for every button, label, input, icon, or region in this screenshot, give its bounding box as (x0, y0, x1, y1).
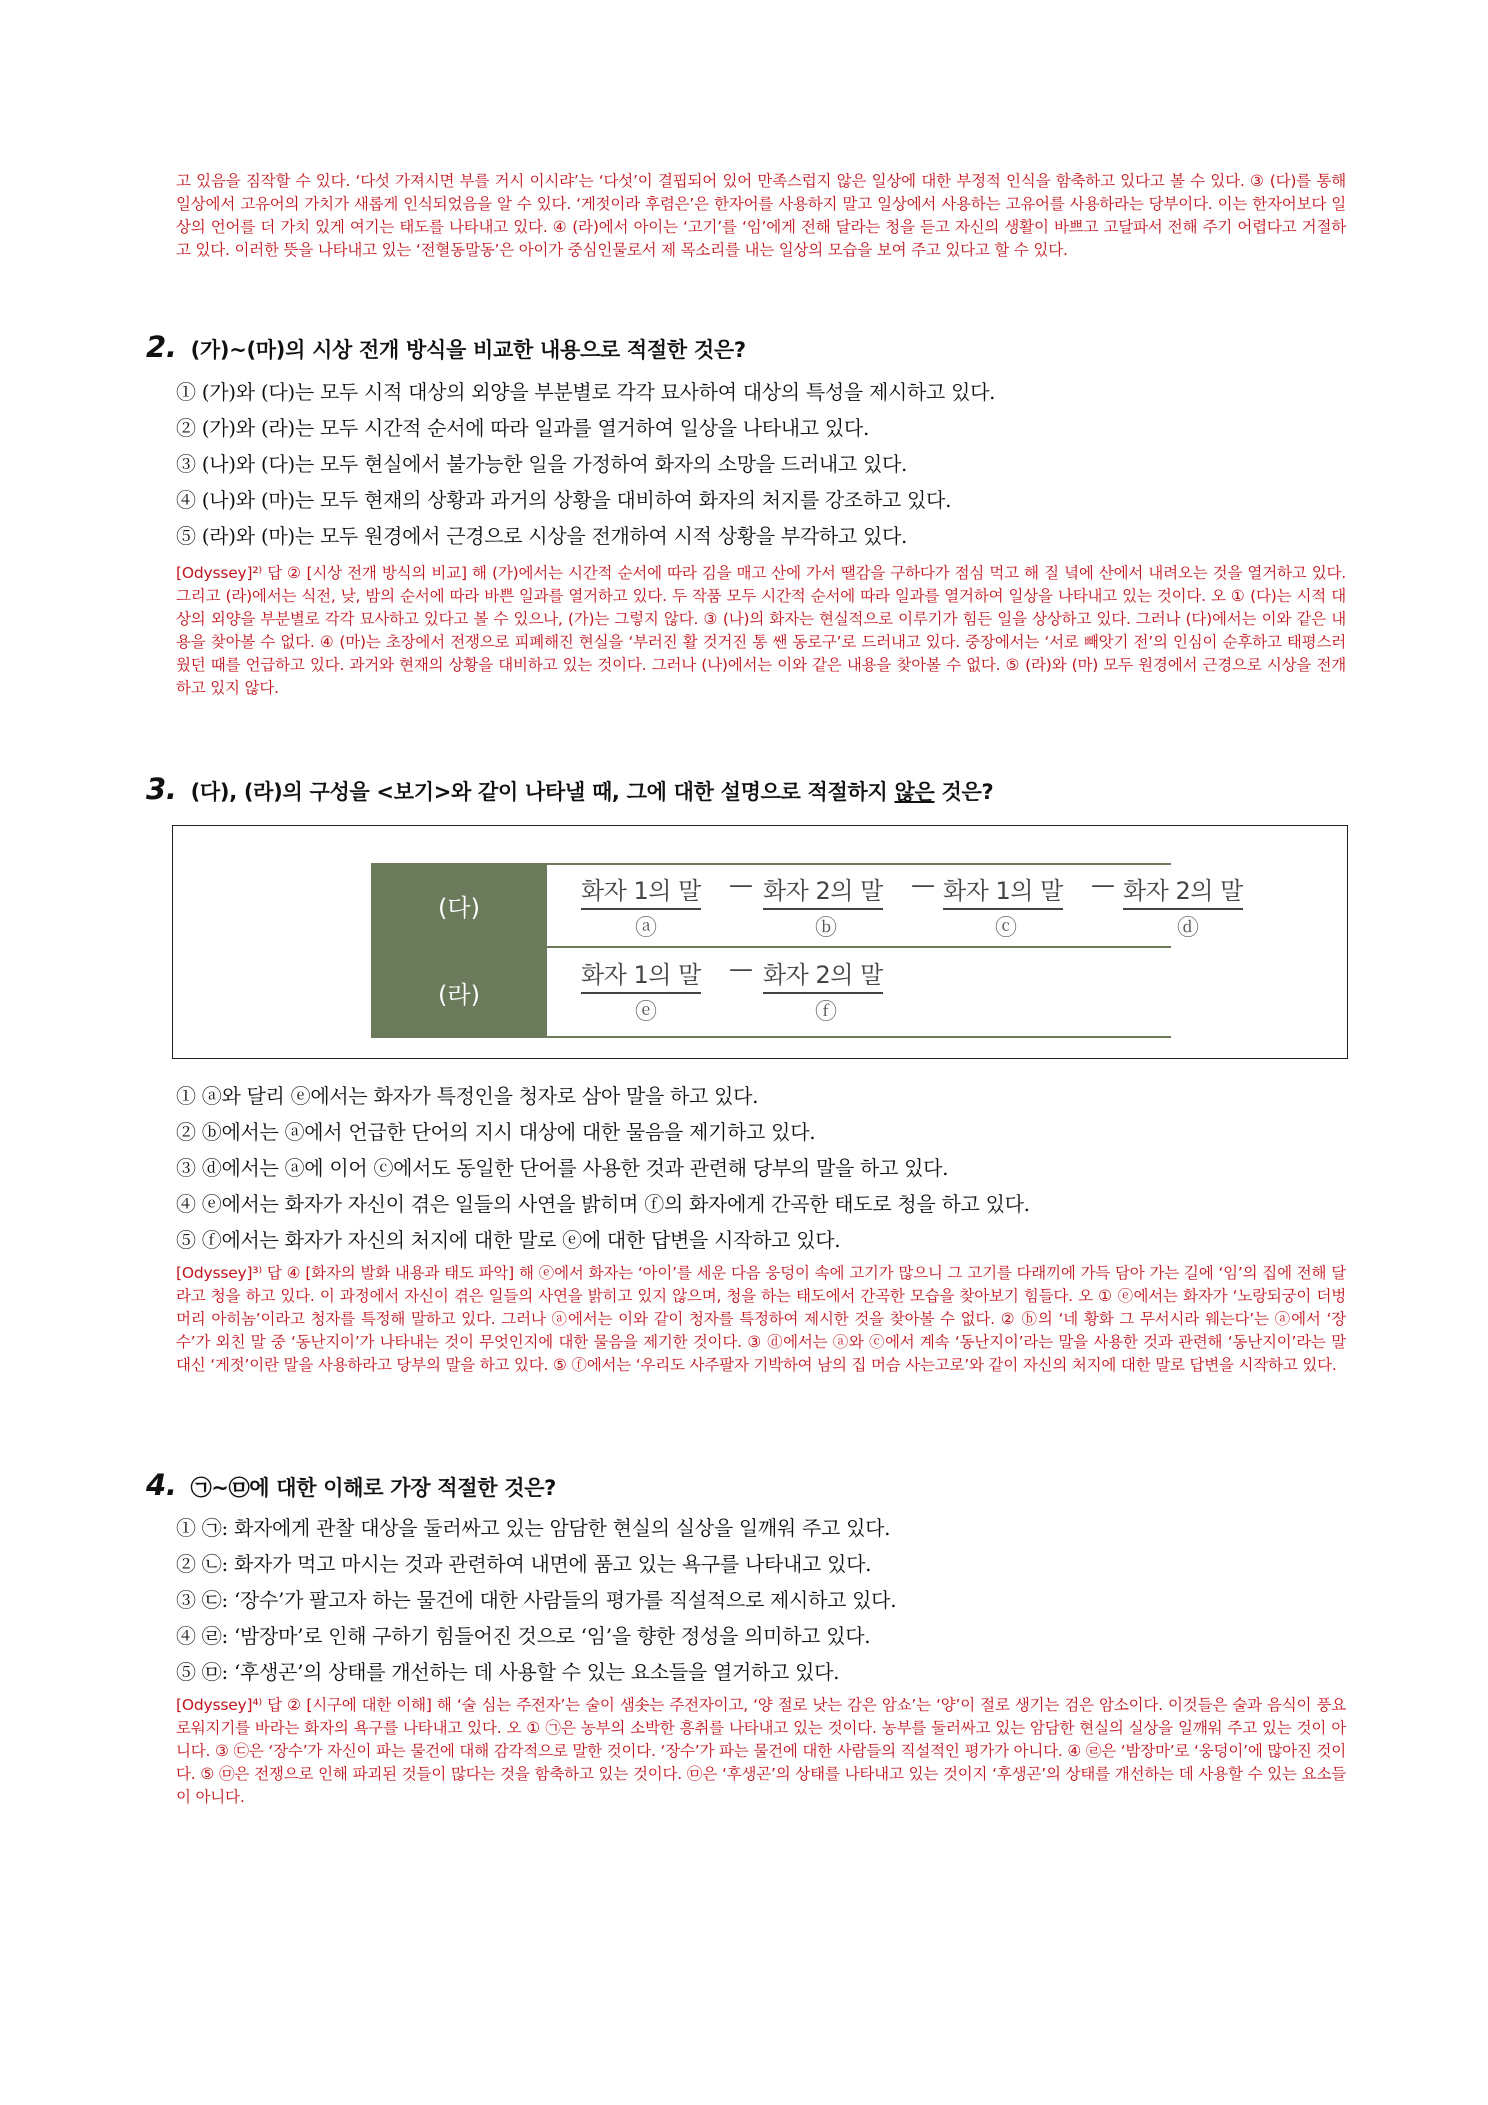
option-1[interactable]: ① (가)와 (다)는 모두 시적 대상의 외양을 부분별로 각각 묘사하여 대상의 특성을 제시하고 있다. (176, 380, 996, 404)
option-2[interactable]: ② ⓑ에서는 ⓐ에서 언급한 단어의 지시 대상에 대한 물음을 제기하고 있다. (176, 1120, 816, 1144)
speaker-segment: 화자 1의 말 (943, 871, 1063, 910)
explanation-continued: 고 있음을 짐작할 수 있다. ‘다섯 가져시면 부를 거시 이시랴’는 ‘다섯’이 결핍되어 있어 만족스럽지 않은 일상에 대한 부정적 인식을 함축하고 있다고 볼 수 있다. ③ (다)를 통해 일상에서 고유어의 가치가 새롭게 인식되었음을 알 수 있다. ‘게젓이라 후렴은’은 한자어를 사용하지 말고 일상에서 사용하는 고유어를 사용하라는 당부이다. 이는 한자어보다 일상의 언어를 더 가치 있게 여기는 태도를 나타내고 있다. ④ (라)에서 아이는 ‘고기’를 ‘임’에게 전해 달라는 청을 듣고 자신의 생활이 바쁘고 고달파서 전해 주기 어렵다고 거절하고 있다. 이러한 뜻을 나타내고 있는 ‘전혈동말동’은 아이가 중심인물로서 제 목소리를 내는 일상의 모습을 보여 주고 있다고 할 수 있다. (176, 172, 1346, 259)
marker-b: ⓑ (814, 916, 837, 941)
speaker-segment: 화자 1의 말 (581, 871, 701, 910)
question-4-options (176, 1510, 1346, 1690)
marker-f: ⓕ (814, 1000, 837, 1025)
option-3[interactable]: ③ ㉢: ‘장수’가 팔고자 하는 물건에 대한 사람들의 평가를 직설적으로 제시하고 있다. (176, 1588, 897, 1612)
option-5[interactable]: ⑤ ⓕ에서는 화자가 자신의 처지에 대한 말로 ⓔ에 대한 답변을 시작하고 있다. (176, 1228, 841, 1252)
question-2-explanation: [Odyssey]²⁾ 답 ② [시상 전개 방식의 비교] 해 (가)에서는 시간적 순서에 따라 김을 매고 산에 가서 땔감을 구하다가 점심 먹고 해 질 녘에 산에서 내려오는 것을 열거하고 있다. 그리고 (라)에서는 식전, 낮, 밤의 순서에 따라 바쁜 일과를 열거하고 있다. 두 작품 모두 시간적 순서에 따라 일과를 열거하여 일상을 나타내고 있는 것이다. 오 ① (다)는 시적 대상의 외양을 부분별로 각각 묘사하고 있다고 볼 수 있으나, (가)는 그렇지 않다. ③ (나)의 화자는 현실적으로 이루기가 힘든 일을 상상하고 있다. 그러나 (다)에서는 이와 같은 내용을 찾아볼 수 없다. ④ (마)는 초장에서 전쟁으로 피폐해진 현실을 ‘부러진 활 것거진 통 쌘 동로구’로 드러내고 있다. 중장에서는 ‘서로 빼앗기 전’의 인심이 순후하고 태평스러웠던 때를 언급하고 있다. 과거와 현재의 상황을 대비하고 있는 것이다. 그러나 (나)에서는 이와 같은 내용을 찾아볼 수 없다. ⑤ (라)와 (마) 모두 원경에서 근경으로 시상을 전개하고 있지 않다. (176, 564, 1346, 697)
dash: — (911, 871, 935, 899)
question-number: 3. (146, 772, 177, 806)
question-number: 2. (146, 330, 177, 364)
question-4-title (146, 1468, 1346, 1502)
bogi-box (172, 825, 1348, 1059)
question-3-explanation: [Odyssey]³⁾ 답 ④ [화자의 발화 내용과 태도 파악] 해 ⓔ에서 화자는 ‘아이’를 세운 다음 웅덩이 속에 고기가 많으니 그 고기를 다래끼에 가득 담아 가는 길에 ‘임’의 집에 전해 달라고 청을 하고 있다. 이 과정에서 자신이 겪은 일들의 사연을 밝히고 있지 않으며, 청을 하는 태도에서 간곡한 모습을 찾아보기 힘들다. 오 ① ⓔ에서는 화자가 ‘노랑되궁이 더벙머리 아히놈’이라고 청자를 특정해 말하고 있다. 그러나 ⓐ에서는 이와 같이 청자를 특정하여 제시한 것을 찾아볼 수 없다. ② ⓑ의 ‘네 황화 그 무서시라 웨는다’는 ⓐ에서 ‘장수’가 외친 말 중 ‘동난지이’가 나타내는 것이 무엇인지에 대한 물음을 제기한 것이다. ③ ⓓ에서는 ⓐ와 ⓒ에서 계속 ‘동난지이’라는 말을 사용한 것과 관련해 ‘동난지이’라는 말 대신 ‘게젓’이란 말을 사용하라고 당부의 말을 하고 있다. ⑤ ⓕ에서는 ‘우리도 사주팔자 기박하여 남의 집 머슴 사는고로’와 같이 자신의 처지에 대한 말로 답변을 시작하고 있다. (176, 1264, 1347, 1374)
dash: — (729, 871, 753, 899)
speaker-segment: 화자 2의 말 (1123, 871, 1243, 910)
question-text: (가)~(마)의 시상 전개 방식을 비교한 내용으로 적절한 것은? (190, 338, 746, 362)
speaker-segment: 화자 2의 말 (763, 871, 883, 910)
option-1[interactable]: ① ⓐ와 달리 ⓔ에서는 화자가 특정인을 청자로 삼아 말을 하고 있다. (176, 1084, 759, 1108)
question-text: (다), (라)의 구성을 <보기>와 같이 나타낼 때, 그에 대한 설명으로 적절하지 않은 것은? (190, 780, 994, 804)
option-4[interactable]: ④ ⓔ에서는 화자가 자신이 겪은 일들의 사연을 밝히며 ⓕ의 화자에게 간곡한 태도로 청을 하고 있다. (176, 1192, 1030, 1216)
option-4[interactable]: ④ (나)와 (마)는 모두 현재의 상황과 과거의 상황을 대비하여 화자의 처지를 강조하고 있다. (176, 488, 952, 512)
option-2[interactable]: ② ㉡: 화자가 먹고 마시는 것과 관련하여 내면에 품고 있는 욕구를 나타내고 있다. (176, 1552, 872, 1576)
option-5[interactable]: ⑤ ㉤: ‘후생곤’의 상태를 개선하는 데 사용할 수 있는 요소들을 열거하고 있다. (176, 1660, 840, 1684)
dash: — (1091, 871, 1115, 899)
row-label-ra: (라) (371, 948, 547, 1036)
question-text: ㉠~㉤에 대한 이해로 가장 적절한 것은? (190, 1476, 557, 1500)
question-3-title (146, 772, 1346, 806)
option-4[interactable]: ④ ㉣: ‘밤장마’로 인해 구하기 힘들어진 것으로 ‘임’을 향한 정성을 의미하고 있다. (176, 1624, 871, 1648)
dash: — (729, 955, 753, 983)
option-3[interactable]: ③ (나)와 (다)는 모두 현실에서 불가능한 일을 가정하여 화자의 소망을 드러내고 있다. (176, 452, 908, 476)
question-2-options (176, 374, 1346, 554)
option-1[interactable]: ① ㉠: 화자에게 관찰 대상을 둘러싸고 있는 암담한 현실의 실상을 일깨워 주고 있다. (176, 1516, 891, 1540)
row-label-da: (다) (371, 865, 547, 946)
question-4-explanation: [Odyssey]⁴⁾ 답 ② [시구에 대한 이해] 해 ‘술 심는 주전자’는 술이 샘솟는 주전자이고, ‘양 절로 낫는 감은 암쇼’는 ‘양’이 절로 생기는 검은 암소이다. 이것들은 술과 음식이 풍요로워지기를 바라는 화자의 욕구를 나타내고 있다. 오 ① ㉠은 농부의 소박한 흥취를 나타내고 있는 것이다. 농부를 둘러싸고 있는 암담한 현실의 실상을 일깨워 주고 있는 것이 아니다. ③ ㉢은 ‘장수’가 자신이 파는 물건에 대해 감각적으로 말한 것이다. ‘장수’가 파는 물건에 대한 사람들의 직설적인 평가가 아니다. ④ ㉣은 ‘밤장마’로 ‘웅덩이’에 많아진 것이다. ⑤ ㉤은 전쟁으로 인해 파괴된 것들이 많다는 것을 함축하고 있는 것이다. ㉤은 ‘후생곤’의 상태를 나타내고 있는 것이지 ‘후생곤’의 상태를 개선하는 데 사용할 수 있는 요소들이 아니다. (176, 1696, 1346, 1806)
bogi-structure-diagram (371, 863, 1243, 1038)
question-2-title (146, 330, 1346, 364)
emphasis-underline: 않은 (894, 780, 935, 804)
option-5[interactable]: ⑤ (라)와 (마)는 모두 원경에서 근경으로 시상을 전개하여 시적 상황을 부각하고 있다. (176, 524, 908, 548)
option-3[interactable]: ③ ⓓ에서는 ⓐ에 이어 ⓒ에서도 동일한 단어를 사용한 것과 관련해 당부의 말을 하고 있다. (176, 1156, 949, 1180)
question-number: 4. (146, 1468, 177, 1502)
option-2[interactable]: ② (가)와 (라)는 모두 시간적 순서에 따라 일과를 열거하여 일상을 나타내고 있다. (176, 416, 869, 440)
marker-a: ⓐ (634, 916, 657, 941)
row-divider-bottom (371, 1036, 1171, 1038)
marker-c: ⓒ (994, 916, 1017, 941)
question-3-options (176, 1078, 1346, 1258)
speaker-segment: 화자 2의 말 (763, 955, 883, 994)
marker-e: ⓔ (634, 1000, 657, 1025)
speaker-segment: 화자 1의 말 (581, 955, 701, 994)
marker-d: ⓓ (1176, 916, 1199, 941)
